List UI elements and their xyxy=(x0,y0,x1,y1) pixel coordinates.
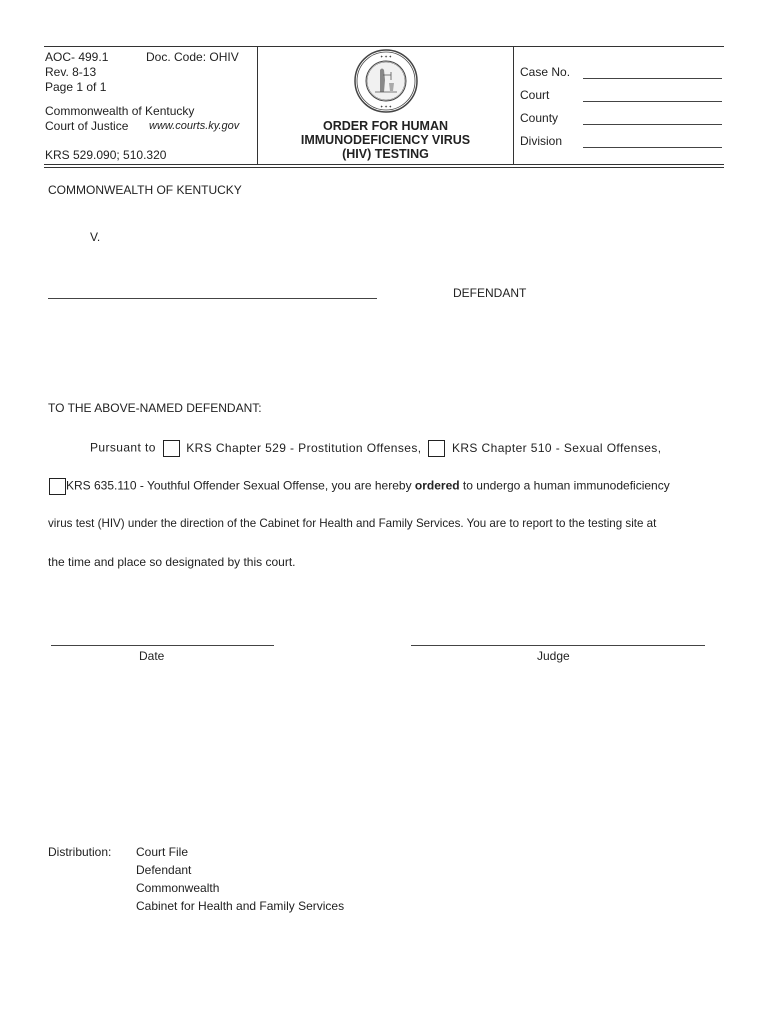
svg-text:✦ ✦ ✦: ✦ ✦ ✦ xyxy=(379,104,393,109)
distribution-item: Court File xyxy=(136,845,189,859)
county-label: County xyxy=(520,111,559,125)
county-field[interactable] xyxy=(583,110,722,125)
defendant-label: DEFENDANT xyxy=(453,286,527,300)
order-line-2 xyxy=(48,478,670,495)
case-no-field[interactable] xyxy=(583,64,722,79)
krs-529-checkbox[interactable] xyxy=(163,440,180,457)
date-signature-line[interactable] xyxy=(51,645,274,646)
defendant-name-field[interactable] xyxy=(48,285,377,299)
division-label: Division xyxy=(520,134,563,148)
kentucky-seal-icon xyxy=(353,48,419,114)
court-label: Court xyxy=(520,88,550,102)
order-line-4: the time and place so designated by this court. xyxy=(48,555,296,569)
distribution-label: Distribution: xyxy=(48,845,112,859)
statutes: KRS 529.090; 510.320 xyxy=(45,148,167,162)
form-title-line1: ORDER FOR HUMAN xyxy=(323,119,448,133)
division-field[interactable] xyxy=(583,133,722,148)
court-of-justice-label: Court of Justice xyxy=(45,119,129,133)
judge-signature-line[interactable] xyxy=(411,645,705,646)
addressee: TO THE ABOVE-NAMED DEFENDANT: xyxy=(48,401,262,415)
form-title-line2: IMMUNODEFICIENCY VIRUS xyxy=(300,133,471,147)
distribution-item: Defendant xyxy=(136,863,192,877)
commonwealth-label: Commonwealth of Kentucky xyxy=(45,104,195,118)
krs-510-checkbox[interactable] xyxy=(428,440,445,457)
form-title-line3: (HIV) TESTING xyxy=(342,147,429,161)
pursuant-text: Pursuant to xyxy=(90,440,156,455)
header-top-rule xyxy=(44,46,724,47)
revision: Rev. 8-13 xyxy=(45,65,97,79)
distribution-item: Commonwealth xyxy=(136,881,220,895)
krs-635-option: KRS 635.110 - Youthful Offender Sexual Offense, you are hereby xyxy=(66,478,415,493)
website: www.courts.ky.gov xyxy=(149,120,240,132)
header-divider-right xyxy=(513,46,514,164)
krs-529-option: KRS Chapter 529 - Prostitution Offenses, xyxy=(186,440,422,455)
doc-code: Doc. Code: OHIV xyxy=(146,50,239,64)
header-bottom-rule xyxy=(44,164,724,165)
ordered-emphasis: ordered xyxy=(414,478,460,493)
order-line-1 xyxy=(90,440,661,457)
krs-510-option: KRS Chapter 510 - Sexual Offenses, xyxy=(451,440,662,455)
page-number: Page 1 of 1 xyxy=(45,80,107,94)
court-field[interactable] xyxy=(583,87,722,102)
krs-635-checkbox[interactable] xyxy=(49,478,66,495)
order-line-3: virus test (HIV) under the direction of the Cabinet for Health and Family Services. You are to report to the testing site at xyxy=(48,517,657,530)
plaintiff-name: COMMONWEALTH OF KENTUCKY xyxy=(48,183,242,197)
svg-text:✦ ✦ ✦: ✦ ✦ ✦ xyxy=(379,54,393,59)
header-bottom-rule-2 xyxy=(44,167,724,168)
order-continuation: to undergo a human immunodeficiency xyxy=(459,478,670,493)
case-no-label: Case No. xyxy=(520,65,571,79)
judge-label: Judge xyxy=(537,649,570,663)
date-label: Date xyxy=(139,649,165,663)
distribution-item: Cabinet for Health and Family Services xyxy=(136,899,345,913)
versus-label: V. xyxy=(90,230,101,244)
form-number: AOC- 499.1 xyxy=(45,50,109,64)
